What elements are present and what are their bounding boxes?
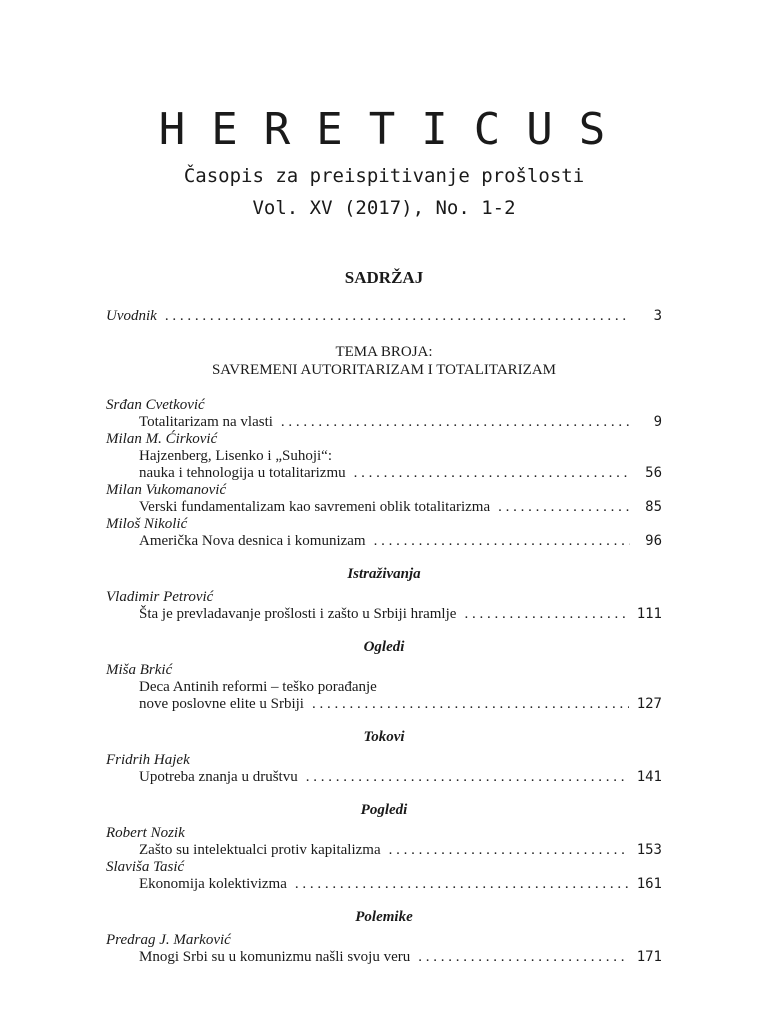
table-of-contents bbox=[106, 308, 662, 966]
entry-title: Totalitarizam na vlasti bbox=[139, 414, 273, 430]
journal-title: HERETICUS bbox=[158, 104, 632, 155]
entry-author: Milan Vukomanović bbox=[106, 482, 227, 498]
page-number: 127 bbox=[636, 696, 662, 712]
entry-author: Predrag J. Marković bbox=[106, 932, 231, 948]
toc-entry[interactable] bbox=[106, 859, 662, 893]
entry-line bbox=[106, 606, 662, 623]
entry-line bbox=[106, 949, 662, 966]
entry-title: Verski fundamentalizam kao savremeni oblik totalitarizma bbox=[139, 499, 491, 515]
page-number: 161 bbox=[636, 876, 662, 892]
dot-leader bbox=[312, 696, 629, 713]
journal-subtitle: Časopis za preispitivanje prošlosti bbox=[183, 165, 585, 187]
toc-entry[interactable] bbox=[106, 482, 662, 516]
entry-line bbox=[106, 465, 662, 482]
page-number: 171 bbox=[636, 949, 662, 965]
toc-entry[interactable] bbox=[106, 752, 662, 786]
page-number: 153 bbox=[636, 842, 662, 858]
dot-leader bbox=[374, 533, 630, 550]
entry-title: Uvodnik bbox=[106, 308, 157, 324]
entry-title: Šta je prevladavanje prošlosti i zašto u Srbiji hramlje bbox=[139, 606, 457, 622]
dot-leader bbox=[389, 842, 629, 859]
page-number: 56 bbox=[645, 465, 662, 481]
entry-title: Zašto su intelektualci protiv kapitalizma bbox=[139, 842, 381, 858]
section-heading: Pogledi bbox=[360, 802, 408, 818]
page-number: 9 bbox=[653, 414, 662, 430]
entry-author: Slaviša Tasić bbox=[106, 859, 185, 875]
entry-title-line: Deca Antinih reformi – teško porađanje bbox=[139, 679, 377, 695]
entry-title-line: Hajzenberg, Lisenko i „Suhoji“: bbox=[139, 448, 333, 464]
toc-entry[interactable] bbox=[106, 825, 662, 859]
page-number: 141 bbox=[636, 769, 662, 785]
page-number: 85 bbox=[645, 499, 662, 515]
section-heading: Tokovi bbox=[363, 729, 405, 745]
dot-leader bbox=[354, 465, 630, 482]
entry-author: Miloš Nikolić bbox=[106, 516, 188, 532]
section-heading: Istraživanja bbox=[347, 566, 421, 582]
entry-line bbox=[106, 696, 662, 713]
dot-leader bbox=[498, 499, 630, 516]
entry-author: Robert Nozik bbox=[106, 825, 185, 841]
entry-line bbox=[106, 769, 662, 786]
entry-author: Miša Brkić bbox=[106, 662, 173, 678]
theme-label: TEMA BROJA: bbox=[335, 344, 433, 360]
entry-title: Mnogi Srbi su u komunizmu našli svoju veru bbox=[139, 949, 411, 965]
entry-title: nauka i tehnologija u totalitarizmu bbox=[139, 465, 346, 481]
dot-leader bbox=[464, 606, 628, 623]
entry-author: Milan M. Ćirković bbox=[106, 431, 218, 447]
toc-entry[interactable] bbox=[106, 932, 662, 966]
page-number: 3 bbox=[653, 308, 662, 324]
page-number: 96 bbox=[645, 533, 662, 549]
entry-title: Ekonomija kolektivizma bbox=[139, 876, 287, 892]
dot-leader bbox=[306, 769, 629, 786]
toc-entry[interactable] bbox=[106, 431, 662, 482]
toc-entry[interactable] bbox=[106, 662, 662, 713]
dot-leader bbox=[295, 876, 629, 893]
entry-line bbox=[106, 533, 662, 550]
journal-volume: Vol. XV (2017), No. 1-2 bbox=[252, 197, 516, 219]
entry-title: Američka Nova desnica i komunizam bbox=[139, 533, 366, 549]
dot-leader bbox=[165, 308, 630, 325]
entry-title: Upotreba znanja u društvu bbox=[139, 769, 298, 785]
toc-entry[interactable] bbox=[106, 516, 662, 550]
contents-heading: SADRŽAJ bbox=[344, 268, 424, 287]
section-heading: Ogledi bbox=[363, 639, 405, 655]
entry-title: nove poslovne elite u Srbiji bbox=[139, 696, 304, 712]
toc-entry[interactable] bbox=[106, 397, 662, 431]
toc-entry[interactable] bbox=[106, 589, 662, 623]
entry-author: Fridrih Hajek bbox=[106, 752, 190, 768]
page-number: 111 bbox=[636, 606, 662, 622]
entry-line bbox=[106, 499, 662, 516]
entry-line bbox=[106, 414, 662, 431]
toc-entry-intro[interactable] bbox=[106, 308, 662, 325]
entry-line bbox=[106, 876, 662, 893]
entry-line bbox=[106, 842, 662, 859]
theme-title: SAVREMENI AUTORITARIZAM I TOTALITARIZAM bbox=[211, 362, 557, 378]
dot-leader bbox=[418, 949, 628, 966]
entry-author: Srđan Cvetković bbox=[106, 397, 205, 413]
entry-author: Vladimir Petrović bbox=[106, 589, 214, 605]
section-heading: Polemike bbox=[355, 909, 413, 925]
dot-leader bbox=[281, 414, 630, 431]
